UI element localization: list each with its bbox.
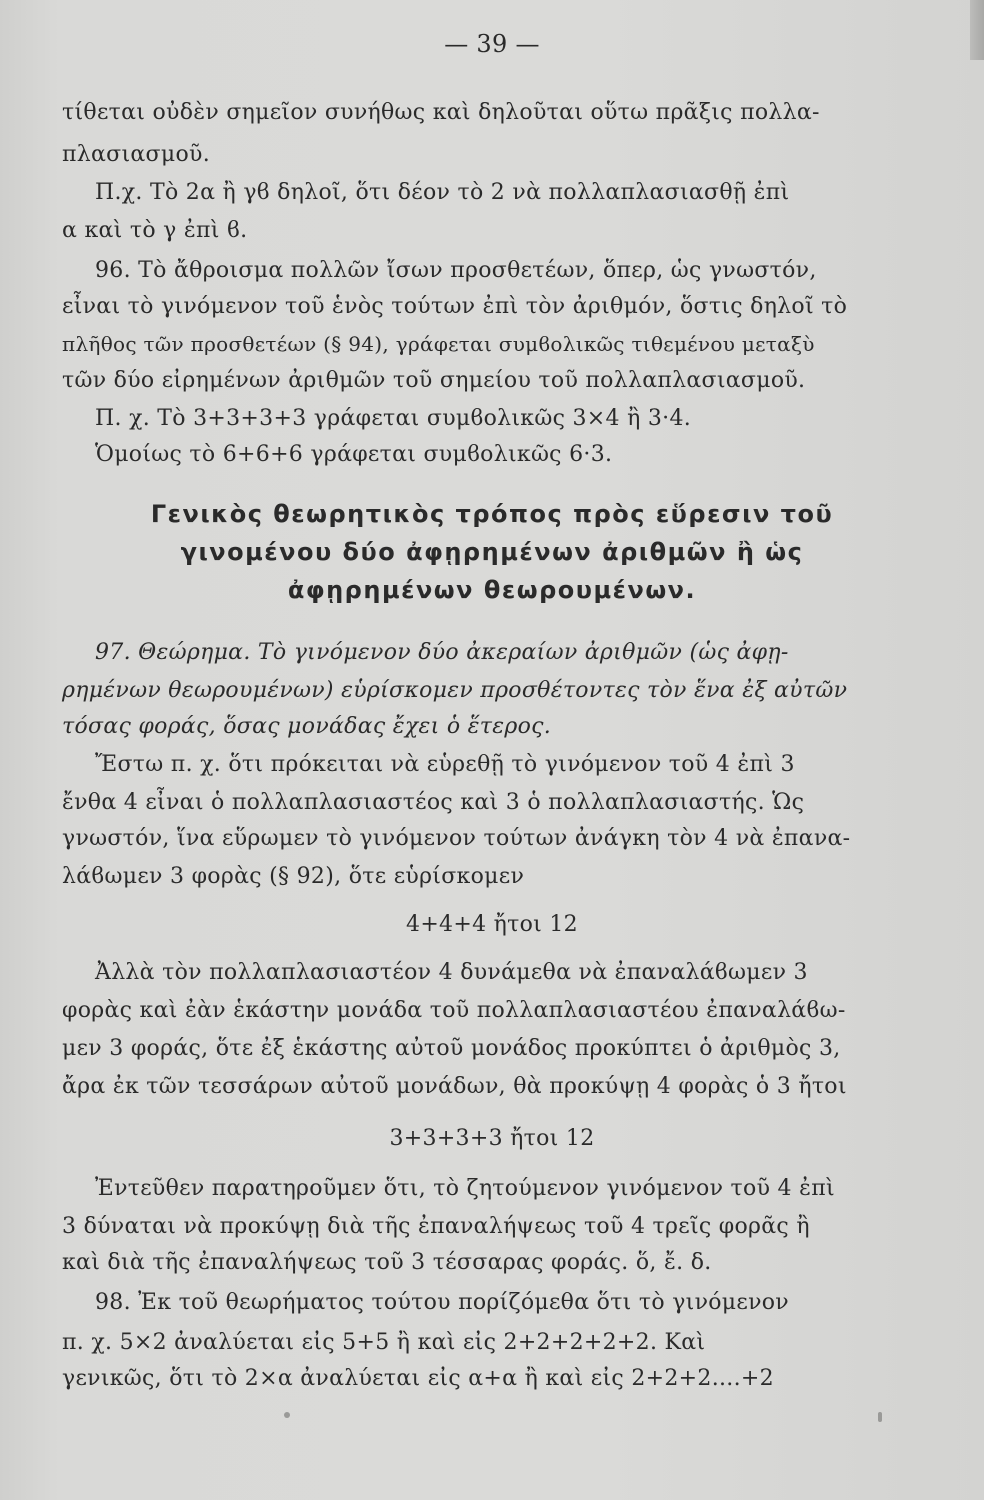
equation: 4+4+4 ἤτοι 12: [406, 912, 578, 937]
text-line: Ὁμοίως τὸ 6+6+6 γράφεται συμϐολικῶς 6·3.: [95, 442, 613, 467]
text-line: πλῆθος τῶν προσθετέων (§ 94), γράφεται συμϐολικῶς τιθεμένου μεταξὺ: [62, 332, 815, 356]
text-line: Π.χ. Τὸ 2α ἢ γϐ δηλοῖ, ὅτι δέον τὸ 2 νὰ πολλαπλασιασθῇ ἐπὶ: [95, 180, 790, 205]
proof-line: φορὰς καὶ ἐὰν ἑκάστην μονάδα τοῦ πολλαπλασιαστέου ἐπαναλάϐω-: [62, 998, 846, 1023]
theorem-line: 97. Θεώρημα. Τὸ γινόμενον δύο ἀκεραίων ἀριθμῶν (ὡς ἀφῃ-: [95, 640, 789, 665]
proof-line: μεν 3 φοράς, ὅτε ἐξ ἑκάστης αὐτοῦ μονάδος προκύπτει ὁ ἀριθμὸς 3,: [62, 1036, 841, 1061]
section-98-line: γενικῶς, ὅτι τὸ 2×α ἀναλύεται εἰς α+α ἢ καὶ εἰς 2+2+2....+2: [62, 1366, 774, 1391]
proof-line: Ἔστω π. χ. ὅτι πρόκειται νὰ εὑρεθῇ τὸ γινόμενον τοῦ 4 ἐπὶ 3: [95, 752, 795, 777]
text-line: εἶναι τὸ γινόμενον τοῦ ἑνὸς τούτων ἐπὶ τὸν ἀριθμόν, ὅστις δηλοῖ τὸ: [62, 294, 848, 319]
text-line: τίθεται οὐδὲν σημεῖον συνήθως καὶ δηλοῦται οὕτω πρᾶξις πολλα-: [62, 100, 820, 125]
theorem-line: τόσας φοράς, ὅσας μονάδας ἔχει ὁ ἕτερος.: [62, 714, 552, 739]
conclusion-line: 3 δύναται νὰ προκύψῃ διὰ τῆς ἐπαναλήψεως τοῦ 4 τρεῖς φορᾶς ἢ: [62, 1214, 810, 1239]
conclusion-line: Ἐντεῦθεν παρατηροῦμεν ὅτι, τὸ ζητούμενον γινόμενον τοῦ 4 ἐπὶ: [95, 1176, 835, 1201]
section-heading-line: Γενικὸς θεωρητικὸς τρόπος πρὸς εὕρεσιν τοῦ: [150, 500, 834, 528]
text-line: Π. χ. Τὸ 3+3+3+3 γράφεται συμϐολικῶς 3×4 ἢ 3·4.: [95, 406, 692, 431]
page-number: — 39 —: [444, 30, 540, 58]
text-line: 96. Τὸ ἄθροισμα πολλῶν ἴσων προσθετέων, ὅπερ, ὡς γνωστόν,: [95, 258, 817, 283]
proof-line: γνωστόν, ἵνα εὕρωμεν τὸ γινόμενον τούτων ἀνάγκη τὸν 4 νὰ ἐπανα-: [62, 826, 851, 851]
section-heading-line: ἀφῃρημένων θεωρουμένων.: [287, 576, 697, 604]
proof-line: λάϐωμεν 3 φορὰς (§ 92), ὅτε εὑρίσκομεν: [62, 864, 525, 889]
conclusion-line: καὶ διὰ τῆς ἐπαναλήψεως τοῦ 3 τέσσαρας φοράς. ὅ, ἔ. δ.: [62, 1250, 712, 1275]
theorem-line: ρημένων θεωρουμένων) εὑρίσκομεν προσθέτοντες τὸν ἕνα ἐξ αὐτῶν: [62, 678, 848, 703]
text-line: α καὶ τὸ γ ἐπὶ ϐ.: [62, 218, 248, 243]
text-line: τῶν δύο εἰρημένων ἀριθμῶν τοῦ σημείου τοῦ πολλαπλασιασμοῦ.: [62, 368, 806, 393]
proof-line: Ἀλλὰ τὸν πολλαπλασιαστέον 4 δυνάμεθα νὰ ἐπαναλάϐωμεν 3: [95, 960, 808, 985]
section-98-line: π. χ. 5×2 ἀναλύεται εἰς 5+5 ἢ καὶ εἰς 2+2+2+2+2. Καὶ: [62, 1330, 706, 1355]
section-heading-line: γινομένου δύο ἀφῃρημένων ἀριθμῶν ἢ ὡς: [180, 538, 804, 566]
ink-speck: [284, 1412, 290, 1418]
ink-speck: [878, 1412, 882, 1422]
section-98-line: 98. Ἐκ τοῦ θεωρήματος τούτου πορίζόμεθα ὅτι τὸ γινόμενον: [95, 1290, 789, 1315]
equation: 3+3+3+3 ἤτοι 12: [389, 1126, 595, 1151]
proof-line: ἔνθα 4 εἶναι ὁ πολλαπλασιαστέος καὶ 3 ὁ πολλαπλασιαστής. Ὡς: [62, 790, 805, 815]
proof-line: ἄρα ἐκ τῶν τεσσάρων αὐτοῦ μονάδων, θὰ προκύψῃ 4 φορὰς ὁ 3 ἤτοι: [62, 1074, 847, 1099]
text-line: πλασιασμοῦ.: [62, 142, 210, 167]
